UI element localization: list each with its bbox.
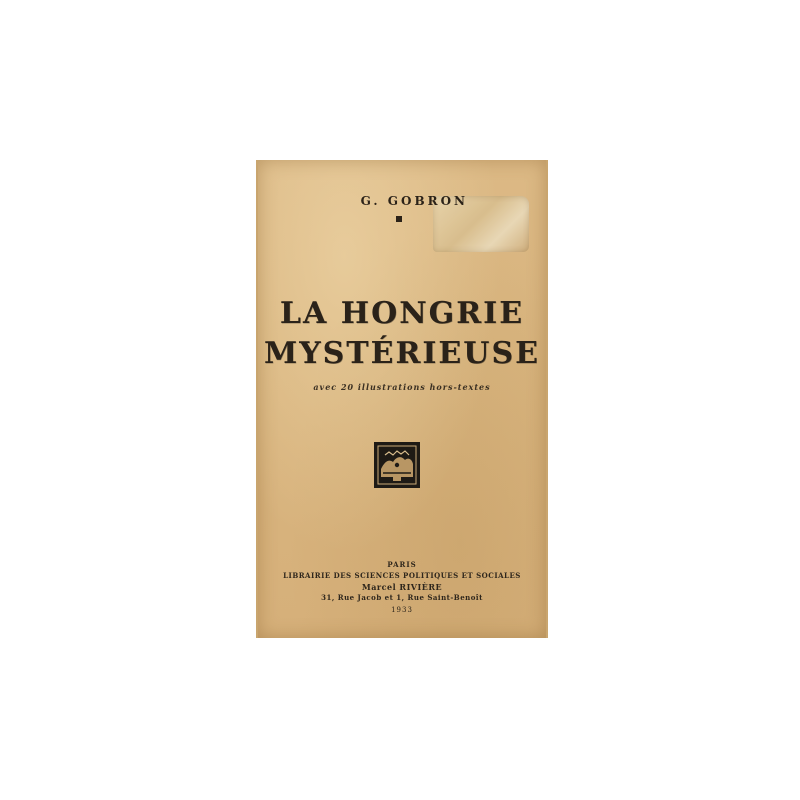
title-line-1: LA HONGRIE — [279, 296, 525, 331]
imprint-year: 1933 — [391, 606, 413, 614]
title-line-2: MYSTÉRIEUSE — [263, 336, 540, 371]
author-name: G. GOBRON — [360, 194, 468, 208]
subtitle: avec 20 illustrations hors-textes — [313, 382, 491, 392]
publisher-emblem-icon — [374, 442, 420, 488]
imprint-editor: Marcel RIVIÈRE — [361, 582, 443, 592]
square-ornament-icon — [396, 216, 402, 222]
imprint-city: PARIS — [387, 560, 417, 569]
imprint-address: 31, Rue Jacob et 1, Rue Saint-Benoît — [321, 593, 483, 602]
book-cover — [256, 160, 548, 638]
imprint-publisher: LIBRAIRIE DES SCIENCES POLITIQUES ET SOCIALES — [283, 571, 521, 580]
